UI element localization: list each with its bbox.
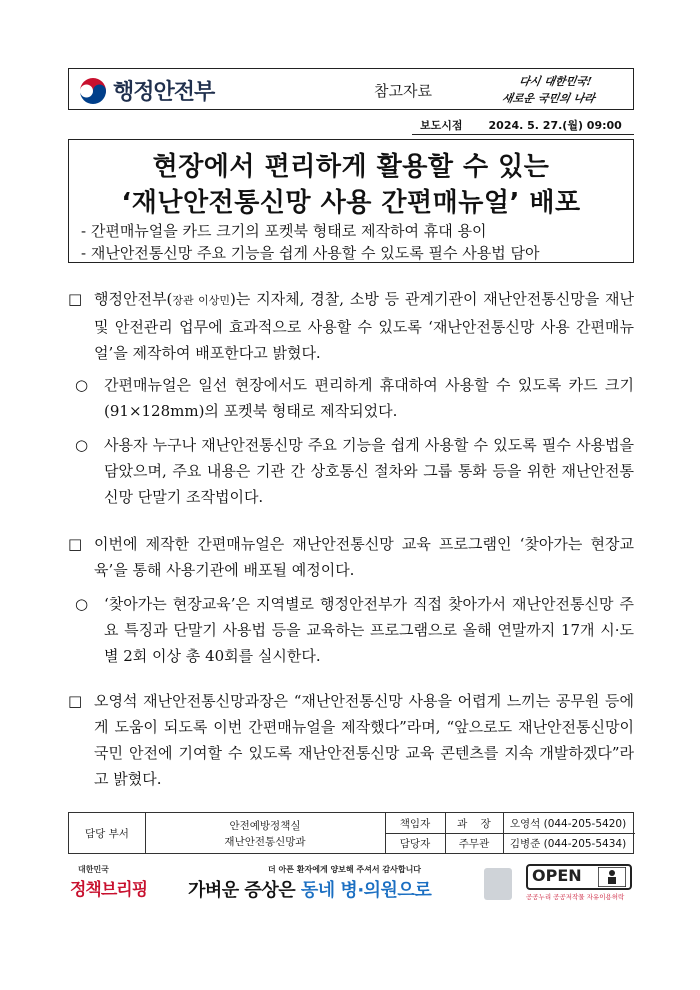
svg-text:새로운 국민의 나라: 새로운 국민의 나라 bbox=[501, 92, 596, 105]
bullet-1: 간편매뉴얼은 일선 현장에서도 편리하게 휴대하여 사용할 수 있도록 카드 크기(91×128mm)의 포켓북 형태로 제작되었다. bbox=[104, 376, 634, 420]
dept-label: 담당 부서 bbox=[85, 827, 129, 840]
bullet-3: ‘찾아가는 현장교육’은 지역별로 행정안전부가 직접 찾아가서 재난안전통신망 주요 특징과 단말기 사용법 등을 교육하는 프로그램으로 올해 연말까지 17개 시·도별 2회 이상 총 40회를 실시한다. bbox=[104, 595, 634, 665]
ministry-name: 행정안전부 bbox=[113, 80, 215, 105]
paragraph-1-marker: □ bbox=[68, 290, 83, 308]
title-line-2: ‘재난안전통신망 사용 간편매뉴얼’ 배포 bbox=[121, 188, 581, 218]
open-label: OPEN bbox=[532, 866, 582, 885]
title-director: 과 장 bbox=[457, 817, 491, 830]
header-box bbox=[68, 68, 634, 110]
svg-text:다시 대한민국!: 다시 대한민국! bbox=[518, 75, 593, 88]
paragraph-1 bbox=[94, 286, 634, 366]
title-box bbox=[68, 139, 634, 263]
paragraph-3-marker: □ bbox=[68, 692, 83, 710]
campaign-tagline: 더 아픈 환자에게 양보해 주셔서 감사합니다 bbox=[268, 865, 422, 874]
open-sub: 공공누리 공공저작물 자유이용허락 bbox=[526, 893, 625, 901]
minister-name: 장관 이상민 bbox=[172, 294, 231, 307]
contact-table bbox=[68, 812, 634, 854]
subtitle-1: - 간편매뉴얼을 카드 크기의 포켓북 형태로 제작하여 휴대 용이 bbox=[81, 222, 487, 240]
campaign-headline-a: 가벼운 증상은 bbox=[188, 880, 296, 901]
bottom-banner bbox=[68, 862, 634, 906]
release-label: 보도시점 bbox=[420, 119, 463, 132]
title-officer: 주무관 bbox=[458, 837, 490, 850]
role-staff: 담당자 bbox=[399, 837, 431, 850]
slogan-calligraphy bbox=[493, 71, 623, 107]
bullet-2: 사용자 누구나 재난안전통신망 주요 기능을 쉽게 사용할 수 있도록 필수 사용법을 담았으며, 주요 내용은 기관 간 상호통신 절차와 그룹 통화 등을 위한 재난안전통신망 단말기 조작법이다. bbox=[104, 436, 634, 506]
release-underline bbox=[412, 134, 634, 135]
ministry-logo bbox=[79, 75, 214, 106]
person-icon bbox=[598, 867, 626, 887]
paragraph-1-text-a: 행정안전부( bbox=[94, 290, 173, 308]
release-time bbox=[420, 117, 622, 133]
policy-briefing-logo bbox=[70, 864, 160, 900]
bullet-3-marker: ○ bbox=[75, 595, 89, 613]
campaign-headline-b: 동네 병·의원으로 bbox=[300, 880, 432, 901]
campaign-illustration bbox=[484, 868, 512, 900]
person-officer: 김병준 (044-205-5434) bbox=[509, 837, 627, 850]
kogl-open-badge bbox=[526, 864, 632, 904]
dept-division: 재난안전통신망과 bbox=[224, 836, 306, 848]
person-director: 오영석 (044-205-5420) bbox=[509, 817, 627, 830]
campaign-ad bbox=[188, 862, 518, 906]
paragraph-2-marker: □ bbox=[68, 535, 83, 553]
title-line-1: 현장에서 편리하게 활용할 수 있는 bbox=[152, 152, 550, 182]
release-date: 2024. 5. 27.(월) 09:00 bbox=[488, 119, 622, 132]
dept-office: 안전예방정책실 bbox=[229, 820, 301, 832]
bullet-1-marker: ○ bbox=[75, 376, 89, 394]
taegeuk-icon bbox=[79, 77, 107, 105]
brand-name: 정책브리핑 bbox=[70, 880, 148, 900]
paragraph-1-text-b: )는 지자체, 경찰, 소방 등 관계기관이 재난안전통신망을 재난 및 안전관리 업무에 효과적으로 사용할 수 있도록 ‘재난안전통신망 사용 간편매뉴얼’을 제작하여 배포한다고 밝혔다. bbox=[94, 290, 634, 362]
paragraph-3: 오영석 재난안전통신망과장은 “재난안전통신망 사용을 어렵게 느끼는 공무원 등에게 도움이 되도록 이번 간편매뉴얼을 제작했다”라며, “앞으로도 재난안전통신망이 국민 안전에 기여할 수 있도록 재난안전통신망 교육 콘텐츠를 지속 개발하겠다”라고 밝혔다. bbox=[94, 692, 634, 788]
role-responsible: 책임자 bbox=[399, 817, 431, 830]
campaign-headline bbox=[188, 876, 431, 902]
brand-small: 대한민국 bbox=[78, 865, 109, 874]
bullet-2-marker: ○ bbox=[75, 436, 89, 454]
reference-label: 참고자료 bbox=[374, 82, 432, 100]
subtitle-2: - 재난안전통신망 주요 기능을 쉽게 사용할 수 있도록 필수 사용법 담아 bbox=[81, 244, 540, 262]
paragraph-2: 이번에 제작한 간편매뉴얼은 재난안전통신망 교육 프로그램인 ‘찾아가는 현장교육’을 통해 사용기관에 배포될 예정이다. bbox=[94, 535, 634, 579]
